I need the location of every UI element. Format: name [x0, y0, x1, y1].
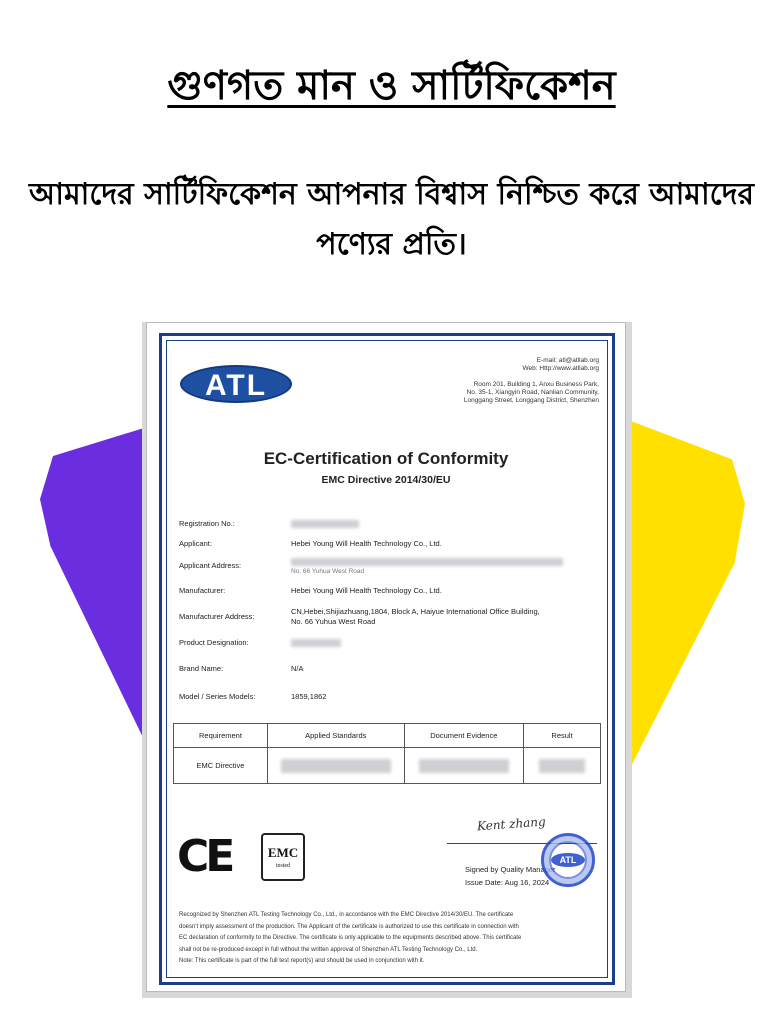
contact-web: Web: Http://www.atllab.org — [522, 365, 599, 372]
redacted-value — [291, 520, 359, 528]
atl-logo: ATL — [180, 365, 292, 403]
table-header-cell: Document Evidence — [404, 724, 524, 748]
ce-mark: CE — [177, 831, 232, 882]
official-stamp — [541, 833, 595, 887]
registration-label: Registration No.: — [179, 519, 235, 528]
emc-tested-mark — [261, 833, 305, 881]
table-header-cell: Applied Standards — [267, 724, 404, 748]
redacted-value — [539, 759, 585, 773]
certificate-subtitle: EMC Directive 2014/30/EU — [321, 474, 451, 486]
footnote-line: Recognized by Shenzhen ATL Testing Technology Co., Ltd., in accordance with the EMC Directive 2014/30/EU. The certificate — [179, 912, 514, 918]
table-header-row — [174, 724, 601, 748]
certificate-title: EC-Certification of Conformity — [263, 449, 509, 468]
applicant-address-value: No. 66 Yuhua West Road — [291, 568, 365, 575]
table-header-cell: Requirement — [174, 724, 268, 748]
footnote-line: shall not be re-produced except in full without the written approval of Shenzhen ATL Testing Technology Co., Ltd. — [179, 946, 478, 953]
contact-address-line: No. 35-1, Xiangyin Road, Nanlian Community, — [466, 389, 599, 396]
issue-date: Issue Date: Aug 16, 2024 — [465, 878, 550, 887]
product-label: Product Designation: — [179, 638, 249, 647]
redacted-value — [291, 639, 341, 647]
page-heading-text: গুণগত মান ও সার্টিফিকেশন — [167, 63, 616, 109]
contact-block — [379, 357, 599, 405]
redacted-value — [419, 759, 509, 773]
footnote-line: doesn't imply assessment of the production. The Applicant of the certificate is authorized to use this certificate in connection with — [179, 923, 519, 930]
page-heading — [0, 62, 783, 110]
page-subheading: আমাদের সার্টিফিকেশন আপনার বিশ্বাস নিশ্চিত করে আমাদের পণ্যের প্রতি। — [29, 177, 754, 262]
footnote-line: EC declaration of conformity to the Directive. The certificate is only applicable to the equipments described above. This certificate — [179, 935, 522, 941]
contact-address-line: Longgang Street, Longgang District, Shenzhen — [463, 397, 599, 404]
footnote-line: Note: This certificate is part of the full test report(s) and should be used in conjunction with it. — [179, 958, 425, 964]
model-label: Model / Series Models: — [179, 692, 256, 701]
manufacturer-address-line: No. 66 Yuhua West Road — [291, 617, 376, 626]
table-header-cell: Result — [524, 724, 601, 748]
stamp-logo: ATL — [551, 853, 585, 867]
model-value: 1859,1862 — [291, 692, 327, 701]
brand-label: Brand Name: — [179, 664, 224, 673]
applicant-label: Applicant: — [179, 539, 212, 548]
manufacturer-value: Hebei Young Will Health Technology Co., Ltd. — [291, 586, 442, 595]
table-row — [174, 748, 601, 784]
requirements-table — [173, 723, 601, 784]
manufacturer-label: Manufacturer: — [179, 586, 226, 595]
yellow-decor-shape — [615, 415, 745, 785]
signed-by: Signed by Quality Manager — [465, 865, 556, 874]
certificate-image — [146, 322, 626, 992]
certificate-footnote — [179, 910, 599, 968]
emc-mark-text: EMC — [267, 845, 299, 860]
manufacturer-address-line: CN,Hebei,Shijiazhuang,1804, Block A, Haiyue International Office Building, — [291, 607, 540, 616]
contact-email: E-mail: atl@atllab.org — [536, 357, 599, 364]
table-cell-requirement: EMC Directive — [174, 748, 268, 784]
emc-mark-subtext: tested — [276, 863, 290, 869]
applicant-address-label: Applicant Address: — [179, 561, 242, 570]
contact-address-line: Room 201, Building 1, Anxu Business Park, — [473, 381, 599, 388]
redacted-value — [291, 558, 563, 566]
redacted-value — [281, 759, 391, 773]
applicant-value: Hebei Young Will Health Technology Co., Ltd. — [291, 539, 442, 548]
handwritten-signature: Kent zhang — [476, 814, 547, 834]
brand-value: N/A — [291, 664, 304, 673]
manufacturer-address-label: Manufacturer Address: — [179, 612, 255, 621]
